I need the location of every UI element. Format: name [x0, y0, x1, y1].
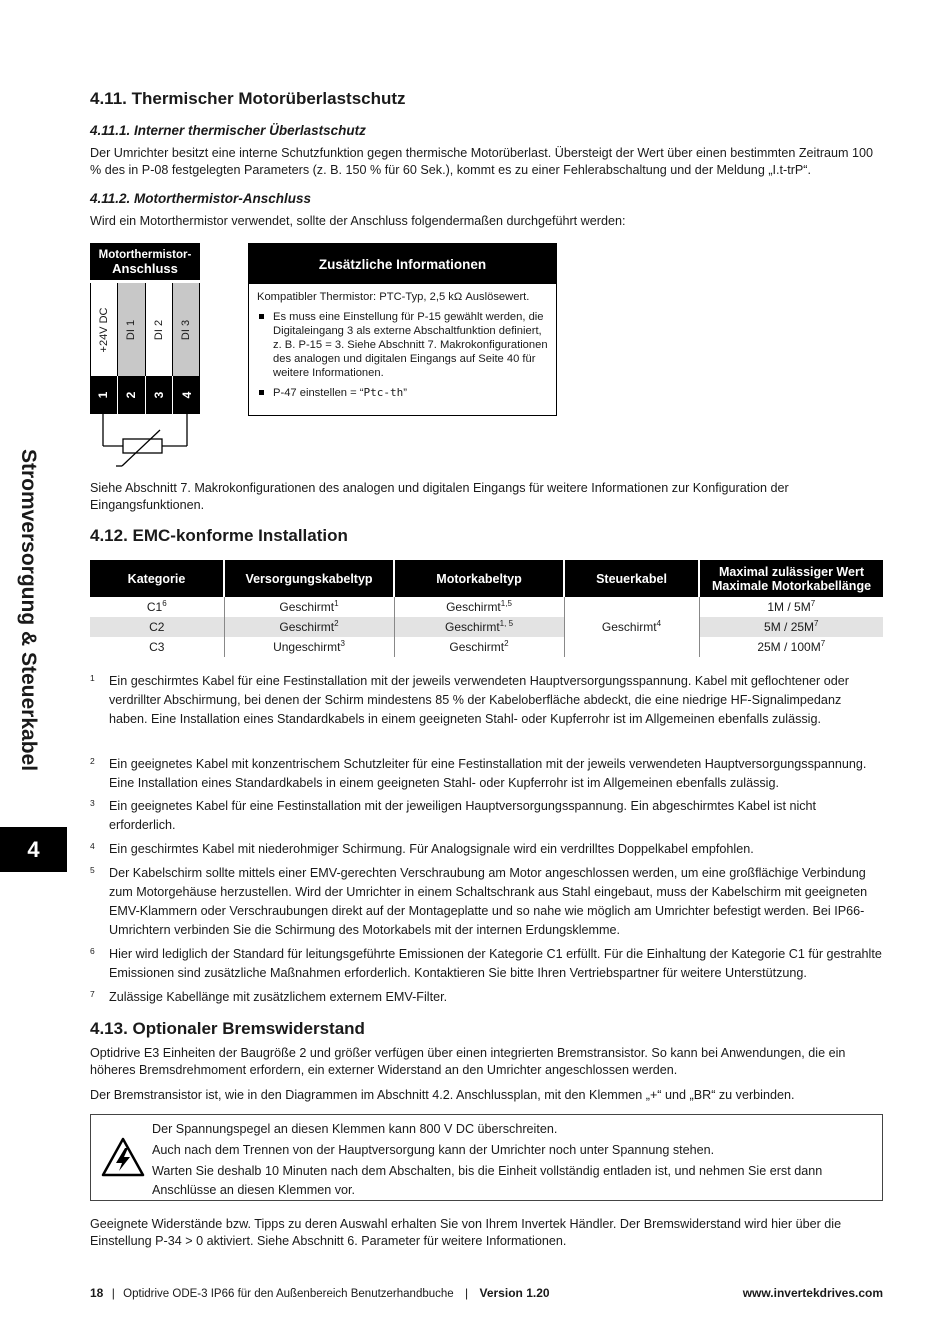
table-row: C2 Geschirmt$^2$ Geschirmt$^{1, 5}$ $5M / 25M^7$: [90, 617, 883, 637]
footnote: 4 Ein geschirmtes Kabel mit niederohmiger Schirmung. Für Analogsignale wird ein verdrilltes Doppelkabel empfohlen.: [90, 841, 754, 856]
info-box-title: Zusätzliche Informationen: [249, 244, 556, 284]
high-voltage-warning-icon: [101, 1137, 145, 1177]
table-row: C3 Ungeschirmt$^3$ Geschirmt$^2$ $25M / 100M^7$: [90, 637, 883, 657]
table-header: Kategorie: [90, 560, 224, 597]
table-header: Steuerkabel: [564, 560, 699, 597]
terminal-label: DI 3: [173, 283, 199, 376]
thermistor-terminal-labels: [90, 283, 200, 376]
page-number: 18: [90, 1286, 104, 1300]
additional-info-box: [248, 243, 557, 416]
footnote: 7 Zulässige Kabellänge mit zusätzlichem externem EMV-Filter.: [90, 989, 448, 1004]
terminal-number: 2: [118, 376, 146, 414]
thermistor-wiring-icon: [90, 414, 200, 470]
side-chapter-label: Stromversorgung & Steuerkabel: [17, 448, 40, 772]
table-header: Maximal zulässiger Wert Maximale Motorkabellänge: [699, 560, 883, 597]
section-title-4-13: 4.13. Optionaler Bremswiderstand: [90, 1019, 365, 1038]
footnote: 1 Ein geschirmtes Kabel für eine Festinstallation mit der jeweils verwendeten Hauptversorgungsspannung. Kabel mit geflochtener oder verdrillter Abschirmung, bei denen der Schirm mindestens 85 % der Kabeloberfläche abdeckt, die eine niedrige HF-Signalimpedanz haben. Eine Installation eines Standardkabels in einem geeigneten Stahl- oder Kupferrohr ist im Allgemeinen ebenfalls zulässig.: [90, 673, 849, 726]
document-title: Optidrive ODE-3 IP66 für den Außenbereich Benutzerhandbuche: [123, 1288, 454, 1300]
document-version: Version 1.20: [479, 1286, 550, 1300]
paragraph-see-section-7: Siehe Abschnitt 7. Makrokonfigurationen des analogen und digitalen Eingangs für weitere Informationen zur Konfiguration der Eingangsfunktionen.: [90, 481, 789, 512]
paragraph-thermistor: Wird ein Motorthermistor verwendet, sollte der Anschluss folgendermaßen durchgeführt werden:: [90, 214, 626, 228]
footnote: 2 Ein geeignetes Kabel mit konzentrischem Schutzleiter für eine Festinstallation mit der jeweils verwendeten Hauptversorgungsspannung. Eine Installation eines Standardkabels in einem geeigneten Stahl- oder Kupferrohr ist im Allgemeinen ebenfalls zulässig.: [90, 756, 867, 790]
thermistor-diagram-header: Motorthermistor- Anschluss: [90, 243, 200, 280]
terminal-number: 4: [179, 391, 194, 399]
terminal-number: 1: [90, 376, 118, 414]
terminal-number: 3: [146, 376, 174, 414]
website-url: www.invertekdrives.com: [742, 1286, 883, 1300]
info-bullet: Es muss eine Einstellung für P-15 gewählt werden, die Digitaleingang 3 als externe Abschaltfunktion definiert, z. B. P-15 = 3. Siehe Abschnitt 7. Makrokonfigurationen des analogen und digitalen Eingangs auf Seite 40 für weitere Informationen.: [273, 311, 548, 379]
voltage-warning-box: [90, 1114, 883, 1201]
footnote: 6 Hier wird lediglich der Standard für leitungsgeführte Emissionen der Kategorie C1 erfüllt. Für die Einhaltung der Kategorie C1 für gestrahlte Emissionen sind zusätzliche Maßnahmen erforderlich. Kontaktieren Sie bitte Ihren Vertriebspartner für weitere Unterstützung.: [90, 946, 882, 980]
warning-line: Warten Sie deshalb 10 Minuten nach dem Abschalten, bis die Einheit vollständig entladen ist, und nehmen Sie erst dann Anschlüsse an diesen Klemmen vor.: [152, 1164, 823, 1197]
terminal-label: +24V DC: [91, 283, 118, 376]
emc-table: [90, 560, 883, 657]
table-header: Versorgungskabeltyp: [224, 560, 394, 597]
paragraph-brake-terminals: Der Bremstransistor ist, wie in den Diagrammen im Abschnitt 4.2. Anschlussplan, mit den Klemmen „+“ und „BR“ zu verbinden.: [90, 1088, 795, 1102]
info-bullet: P-47 einstellen = “Ptc-th”: [273, 386, 548, 400]
terminal-label: DI 1: [118, 283, 145, 376]
footnote: 3 Ein geeignetes Kabel für eine Festinstallation mit der jeweiligen Hauptversorgungsspannung. Ein abgeschirmtes Kabel ist nicht erforderlich.: [90, 798, 817, 832]
footnote: 5 Der Kabelschirm sollte mittels einer EMV-gerechten Verschraubung am Motor angeschlossen werden, um eine großflächige Verbindung zum Motorgehäuse herzustellen. Wird der Umrichter in einem Schaltschrank aus Stahl eingebaut, muss der Kabelschirm mit geeigneten EMV-Klammern oder Verschraubungen direkt auf der Montageplatte und so nahe wie möglich am Umrichter befestigt werden. Bei IP66-Umrichtern verbinden Sie die Schirmung des Motorkabels mit der internen Erdungsklemme.: [90, 865, 868, 937]
terminal-label: DI 2: [146, 283, 173, 376]
paragraph-brake-transistor: Optidrive E3 Einheiten der Baugröße 2 und größer verfügen über einen integrierten Bremstransistor. So kann bei Anwendungen, die ein höheres Bremsdrehmoment erfordern, ein externer Widerstand an den Umrichter angeschlossen werden.: [90, 1046, 846, 1077]
subsection-title-4-11-1: 4.11.1. Interner thermischer Überlastschutz: [90, 123, 366, 138]
page-footer: 18 | Optidrive ODE-3 IP66 für den Außenbereich Benutzerhandbuche | Version 1.20 www.invertekdrives.com: [90, 1286, 883, 1300]
subsection-title-4-11-2: 4.11.2. Motorthermistor-Anschluss: [90, 191, 312, 206]
paragraph-brake-resistors: Geeignete Widerstände bzw. Tipps zu deren Auswahl erhalten Sie von Ihrem Invertek Händler. Der Bremswiderstand wird hier über die Einstellung P-34 > 0 aktiviert. Siehe Abschnitt 6. Parameter für weitere Informationen.: [90, 1217, 842, 1248]
table-header: Motorkabeltyp: [394, 560, 564, 597]
paragraph-overload: Der Umrichter besitzt eine interne Schutzfunktion gegen thermische Motorüberlast. Übersteigt der Wert über einen bestimmten Zeitraum 100 % des in P-08 festgelegten Parameters (z. B. 150 % für 60 Sek.), kommt es zu einer Fehlerabschaltung und der Meldung „I.t-trP“.: [90, 146, 874, 177]
warning-line: Auch nach dem Trennen von der Hauptversorgung kann der Umrichter noch unter Spannung stehen.: [152, 1142, 715, 1157]
section-title-4-11: 4.11. Thermischer Motorüberlastschutz: [90, 89, 406, 108]
info-intro: Kompatibler Thermistor: PTC-Typ, 2,5 kΩ Auslösewert.: [257, 291, 530, 303]
table-row: $C1^6$ Geschirmt$^1$ Geschirmt$^{1,5}$ Geschirmt$^4$ $1M / 5M^7$: [90, 597, 883, 617]
thermistor-terminal-numbers: [90, 376, 200, 414]
warning-line: Der Spannungspegel an diesen Klemmen kann 800 V DC überschreiten.: [152, 1122, 558, 1136]
control-cable-cell: Geschirmt$^4$: [564, 597, 699, 657]
chapter-number-badge: 4: [0, 827, 67, 872]
section-title-4-12: 4.12. EMC-konforme Installation: [90, 526, 348, 545]
